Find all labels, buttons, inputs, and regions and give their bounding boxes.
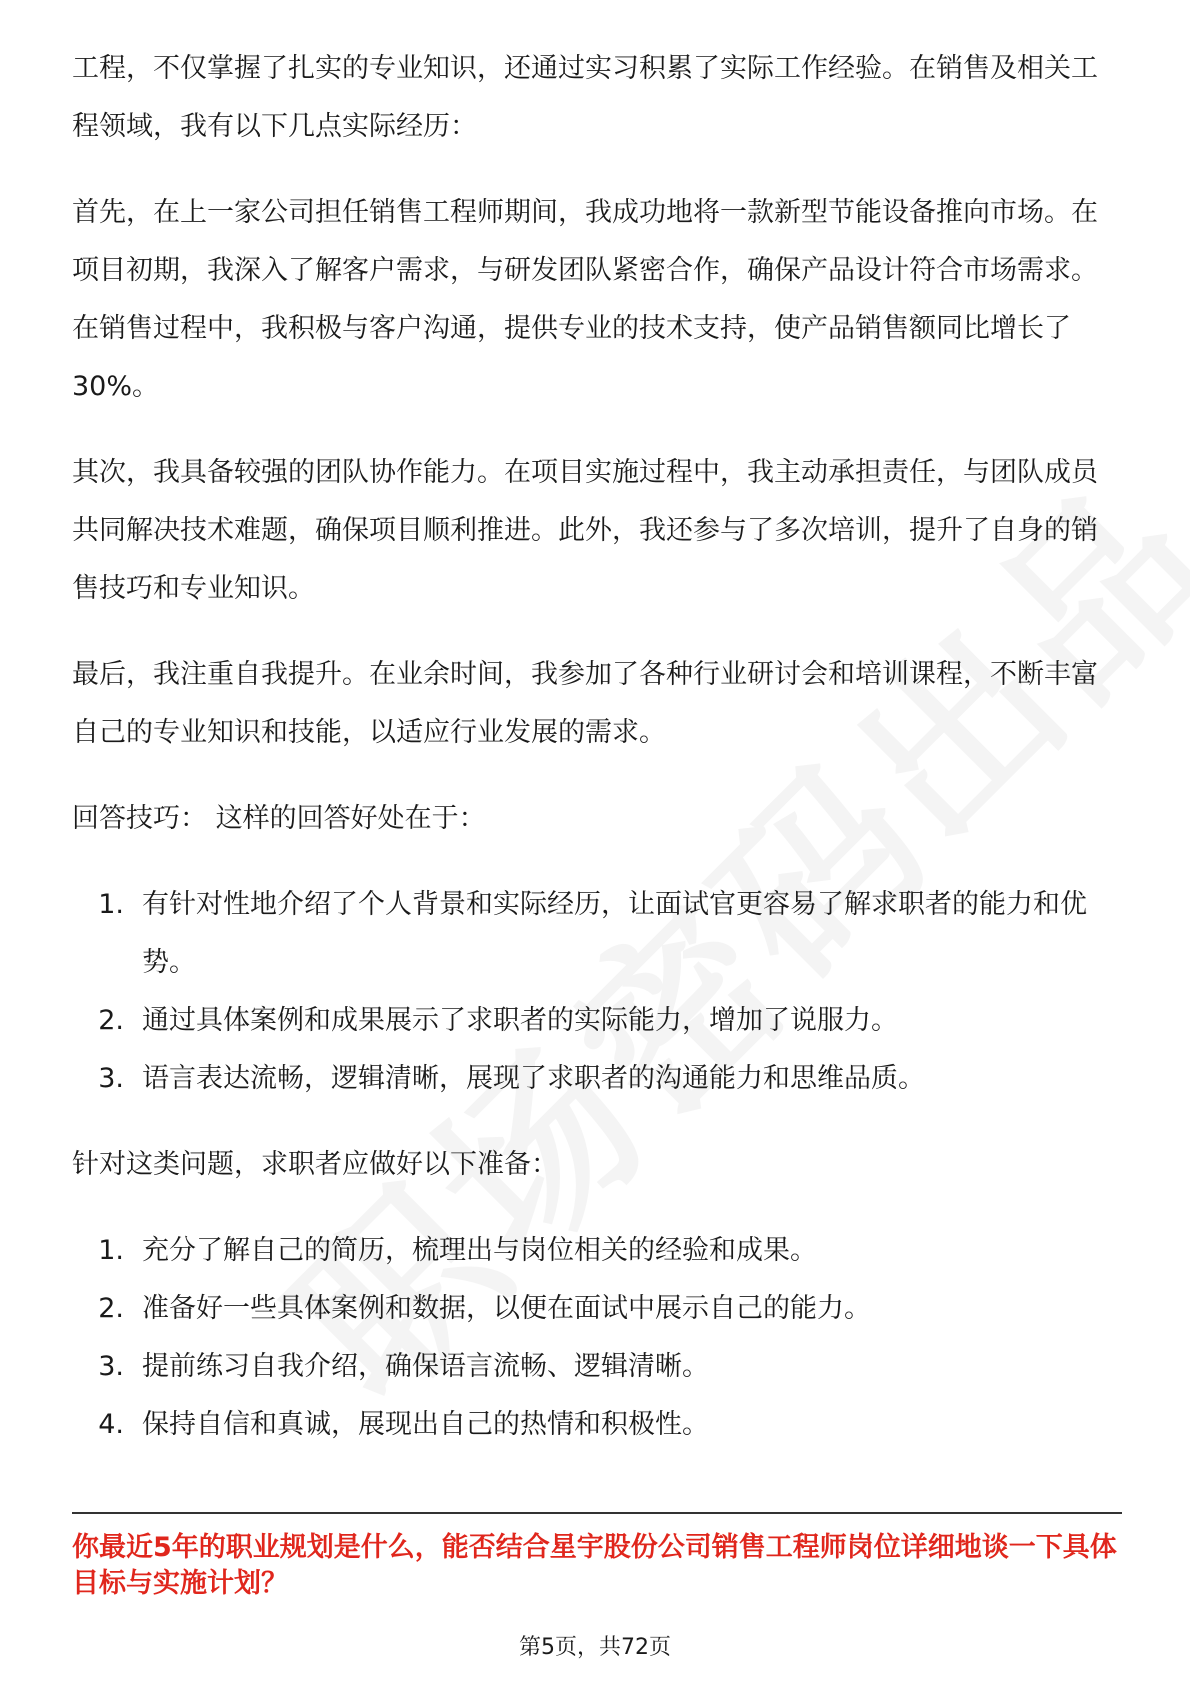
list-text: 保持自信和真诚，展现出自己的热情和积极性。 <box>142 1409 709 1440</box>
list-number: 2. <box>98 1005 124 1036</box>
list-item <box>72 1050 1122 1108</box>
paragraph-teamwork: 其次，我具备较强的团队协作能力。在项目实施过程中，我主动承担责任，与团队成员共同解决技术难题，确保项目顺利推进。此外，我还参与了多次培训，提升了自身的销售技巧和专业知识。 <box>72 457 1098 604</box>
next-question-heading: 你最近5年的职业规划是什么，能否结合星宇股份公司销售工程师岗位详细地谈一下具体目标与实施计划？ <box>72 1532 1117 1599</box>
list-number: 1. <box>98 1235 124 1266</box>
list-number: 4. <box>98 1409 124 1440</box>
list-text: 准备好一些具体案例和数据，以便在面试中展示自己的能力。 <box>142 1293 871 1324</box>
list-text: 充分了解自己的简历，梳理出与岗位相关的经验和成果。 <box>142 1235 817 1266</box>
list-number: 2. <box>98 1293 124 1324</box>
list-text: 有针对性地介绍了个人背景和实际经历，让面试官更容易了解求职者的能力和优势。 <box>142 889 1087 978</box>
list-item <box>72 1396 1122 1454</box>
list-text: 通过具体案例和成果展示了求职者的实际能力，增加了说服力。 <box>142 1005 898 1036</box>
list-item <box>72 1222 1122 1280</box>
list-item <box>72 876 1122 992</box>
answer-tips-heading: 回答技巧： 这样的回答好处在于： <box>72 803 486 834</box>
tips-list <box>72 876 1122 1108</box>
paragraph-self-improvement: 最后，我注重自我提升。在业余时间，我参加了各种行业研讨会和培训课程，不断丰富自己的专业知识和技能，以适应行业发展的需求。 <box>72 659 1098 748</box>
list-number: 3. <box>98 1351 124 1382</box>
preparation-list <box>72 1222 1122 1454</box>
list-number: 1. <box>98 889 124 920</box>
list-text: 语言表达流畅，逻辑清晰，展现了求职者的沟通能力和思维品质。 <box>142 1063 925 1094</box>
list-number: 3. <box>98 1063 124 1094</box>
paragraph-intro: 工程，不仅掌握了扎实的专业知识，还通过实习积累了实际工作经验。在销售及相关工程领域，我有以下几点实际经历： <box>72 53 1098 142</box>
document-body <box>72 40 1122 1482</box>
list-text: 提前练习自我介绍，确保语言流畅、逻辑清晰。 <box>142 1351 709 1382</box>
preparation-heading: 针对这类问题，求职者应做好以下准备： <box>72 1149 558 1180</box>
section-divider <box>72 1512 1122 1514</box>
list-item <box>72 1338 1122 1396</box>
list-item <box>72 1280 1122 1338</box>
paragraph-first-experience: 首先，在上一家公司担任销售工程师期间，我成功地将一款新型节能设备推向市场。在项目初期，我深入了解客户需求，与研发团队紧密合作，确保产品设计符合市场需求。在销售过程中，我积极与客户沟通，提供专业的技术支持，使产品销售额同比增长了30%。 <box>72 197 1098 402</box>
list-item <box>72 992 1122 1050</box>
page-number: 第5页，共72页 <box>519 1635 671 1660</box>
